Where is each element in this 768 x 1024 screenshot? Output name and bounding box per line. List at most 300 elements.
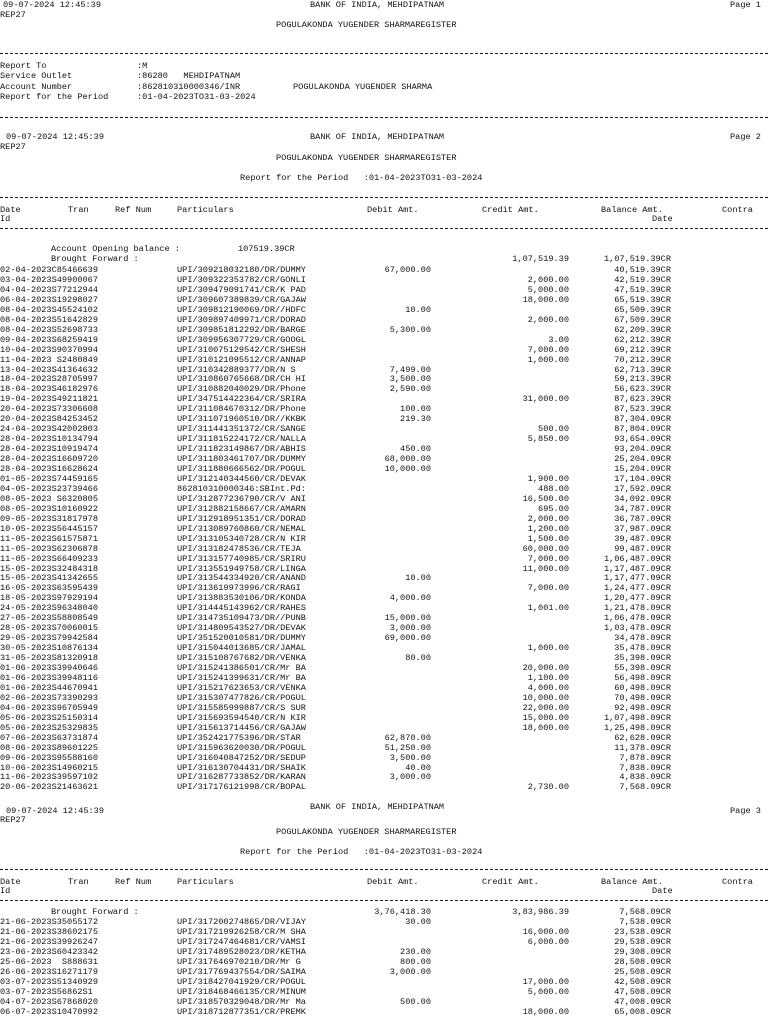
- cell-particulars: UPI/351520010581/DR/DUMMY: [177, 633, 306, 644]
- table-row: [0, 633, 768, 643]
- cell-debit: 69,000.00: [384, 633, 431, 644]
- cell-debit: 2,590.00: [389, 384, 431, 395]
- cell-date: 08-04-2023S51642829: [0, 314, 98, 325]
- bank-name: BANK OF INDIA, MEHDIPATNAM: [310, 802, 445, 812]
- cell-particulars: UPI/309851812292/DR/BARGE: [177, 324, 306, 335]
- header-value-date: Date: [652, 886, 673, 896]
- cell-balance: 29,308.09CR: [614, 947, 671, 958]
- cell-balance: 1,24,477.09CR: [603, 583, 671, 594]
- cell-debit: 40.00: [405, 762, 431, 773]
- cell-balance: 92,498.09CR: [614, 702, 671, 713]
- header-date: Date: [0, 877, 21, 887]
- cell-balance: 87,304.09CR: [614, 414, 671, 425]
- cell-balance: 29,538.09CR: [614, 937, 671, 948]
- table-row: [0, 285, 768, 295]
- cell-balance: 1,03,478.09CR: [603, 623, 671, 634]
- cell-debit: 10.00: [405, 304, 431, 315]
- cell-date: 04-04-2023S77212944: [0, 284, 98, 295]
- cell-date: 01-05-2023S74459165: [0, 473, 98, 484]
- table-row: [0, 494, 768, 504]
- cell-particulars: UPI/313105340728/CR/N KIR: [177, 533, 306, 544]
- header-value-date: Date: [652, 214, 673, 224]
- cell-balance: 23,538.09CR: [614, 927, 671, 938]
- cell-date: 28-04-2023S16628624: [0, 464, 98, 474]
- header-tran: Tran: [68, 877, 89, 887]
- header-balance: Balance Amt.: [601, 877, 663, 887]
- cell-date: 01-06-2023S39940646: [0, 663, 98, 673]
- page-number: Page 3: [730, 806, 761, 816]
- brought-forward-credit: 1,07,519.39: [512, 254, 569, 264]
- cell-balance: 17,104.09CR: [614, 473, 671, 484]
- cell-credit: 7,000.00: [527, 583, 569, 594]
- table-row: [0, 504, 768, 514]
- cell-balance: 34,092.09CR: [614, 493, 671, 504]
- cell-particulars: UPI/317176121998/CR/BOPAL: [177, 782, 306, 793]
- table-row: [0, 305, 768, 315]
- brought-forward-balance: 7,568.09CR: [619, 907, 671, 917]
- cell-date: 21-06-2023S35055172: [0, 917, 98, 927]
- cell-debit: 3,000.00: [389, 623, 431, 634]
- cell-balance: 87,623.39CR: [614, 394, 671, 405]
- cell-particulars: UPI/310342889377/DR/N S: [177, 364, 296, 375]
- table-row: [0, 355, 768, 365]
- cell-balance: 93,654.09CR: [614, 434, 671, 445]
- header-particulars: Particulars: [177, 205, 234, 215]
- cell-particulars: UPI/317646970210/DR/Mr G: [177, 957, 301, 968]
- report-title: POGULAKONDA YUGENDER SHARMAREGISTER: [276, 20, 457, 30]
- table-row: [0, 265, 768, 275]
- cell-particulars: UPI/352421775396/DR/STAR: [177, 732, 301, 743]
- cell-balance: 25,508.09CR: [614, 967, 671, 978]
- report-timestamp: 09-07-2024 12:45:39: [3, 0, 101, 10]
- table-row: [0, 394, 768, 404]
- table-row: [0, 743, 768, 753]
- cell-credit: 2,000.00: [527, 513, 569, 524]
- cell-date: 15-05-2023S32484318: [0, 563, 98, 574]
- cell-particulars: UPI/315963620030/DR/POGUL: [177, 742, 306, 753]
- cell-date: 05-06-2023S25150314: [0, 712, 98, 723]
- cell-balance: 69,212.39CR: [614, 344, 671, 355]
- table-row: [0, 917, 768, 927]
- table-row: [0, 564, 768, 574]
- cell-particulars: UPI/309322353782/CR/GONLI: [177, 274, 306, 285]
- cell-balance: 17,592.09CR: [614, 483, 671, 494]
- cell-balance: 35,478.09CR: [614, 643, 671, 654]
- report-code: REP27: [0, 815, 26, 825]
- cell-particulars: UPI/314809543527/DR/DEVAK: [177, 623, 306, 634]
- cell-balance: 11,378.09CR: [614, 742, 671, 753]
- table-row: [0, 782, 768, 792]
- cell-particulars: UPI/312882158667/CR/AMARN: [177, 503, 306, 514]
- table-row: [0, 554, 768, 564]
- table-row: [0, 275, 768, 285]
- table-row: [0, 693, 768, 703]
- cell-particulars: UPI/315241386501/CR/Mr BA: [177, 663, 306, 673]
- cell-particulars: UPI/316040847252/DR/SEDUP: [177, 752, 306, 763]
- cell-date: 10-06-2023S14960215: [0, 762, 98, 773]
- divider: [0, 900, 768, 901]
- cell-date: 19-04-2023S49211821: [0, 394, 98, 405]
- cell-credit: 1,100.00: [527, 672, 569, 683]
- table-row: [0, 474, 768, 484]
- cell-particulars: UPI/317489528023/DR/KETHA: [177, 947, 306, 958]
- cell-particulars: UPI/312918951351/CR/DORAD: [177, 513, 306, 524]
- table-row: [0, 424, 768, 434]
- cell-date: 11-05-2023S61575871: [0, 533, 98, 544]
- opening-balance-label: Account Opening balance :: [51, 244, 180, 254]
- cell-debit: 67,000.00: [384, 265, 431, 275]
- cell-particulars: UPI/315613714456/CR/GAJAW: [177, 722, 306, 733]
- cell-credit: 17,000.00: [522, 977, 569, 988]
- cell-particulars: UPI/311823149867/DR/ABHIS: [177, 444, 306, 455]
- brought-forward-balance: 1,07,519.39CR: [603, 254, 671, 264]
- cell-credit: 1,000.00: [527, 643, 569, 654]
- cell-particulars: UPI/313157740985/CR/SRIRU: [177, 553, 306, 564]
- cell-credit: 7,000.00: [527, 553, 569, 564]
- cell-debit: 30.00: [405, 917, 431, 927]
- table-row: [0, 733, 768, 743]
- cell-credit: 5,000.00: [527, 284, 569, 295]
- table-row: [0, 345, 768, 355]
- header-debit: Debit Amt.: [367, 205, 419, 215]
- cell-date: 09-04-2023S68259419: [0, 334, 98, 345]
- table-row: [0, 514, 768, 524]
- cell-balance: 93,204.09CR: [614, 444, 671, 455]
- cell-balance: 1,07,498.09CR: [603, 712, 671, 723]
- cell-debit: 62,870.00: [384, 732, 431, 743]
- table-row: [0, 335, 768, 345]
- cell-date: 06-07-2023S10470992: [0, 1007, 98, 1018]
- cell-balance: 1,25,498.09CR: [603, 722, 671, 733]
- table-row: [0, 384, 768, 394]
- cell-debit: 450.00: [400, 444, 431, 455]
- cell-particulars: UPI/318427041929/CR/POGUL: [177, 977, 306, 988]
- table-row: [0, 524, 768, 534]
- table-row: [0, 374, 768, 384]
- cell-particulars: UPI/311071960510/DR//KKBK: [177, 414, 306, 425]
- cell-date: 21-06-2023S39926247: [0, 937, 98, 948]
- cell-credit: 7,000.00: [527, 344, 569, 355]
- cell-date: 31-05-2023S81320918: [0, 653, 98, 664]
- cell-debit: 3,000.00: [389, 967, 431, 978]
- cell-particulars: UPI/313544334920/CR/ANAND: [177, 573, 306, 584]
- table-row: [0, 643, 768, 653]
- table-row: [0, 444, 768, 454]
- cell-particulars: UPI/310075129542/CR/SHESH: [177, 344, 306, 355]
- brought-forward-label: Brought Forward :: [51, 254, 139, 264]
- cell-credit: 18,000.00: [522, 1007, 569, 1018]
- cell-balance: 1,20,477.09CR: [603, 593, 671, 604]
- cell-particulars: UPI/314445143962/CR/RAHES: [177, 603, 306, 614]
- cell-balance: 34,787.09CR: [614, 503, 671, 514]
- divider: [0, 869, 768, 870]
- cell-debit: 10.00: [405, 573, 431, 584]
- header-credit: Credit Amt.: [482, 877, 539, 887]
- table-row: [0, 703, 768, 713]
- table-row: [0, 544, 768, 554]
- cell-date: 20-04-2023S73306608: [0, 404, 98, 415]
- table-row: [0, 315, 768, 325]
- cell-particulars: UPI/315217623653/CR/VENKA: [177, 682, 306, 693]
- cell-credit: 31,000.00: [522, 394, 569, 405]
- opening-balance-value: 107519.39CR: [238, 244, 295, 254]
- table-row: [0, 434, 768, 444]
- cell-date: 11-05-2023S62306878: [0, 543, 98, 554]
- cell-balance: 55,398.09CR: [614, 663, 671, 673]
- cell-balance: 36,787.09CR: [614, 513, 671, 524]
- cell-particulars: UPI/312140344560/CR/DEVAK: [177, 473, 306, 484]
- cell-date: 18-05-2023S97929194: [0, 593, 98, 604]
- cell-balance: 40,519.39CR: [614, 265, 671, 275]
- cell-debit: 3,000.00: [389, 772, 431, 783]
- cell-date: 08-05-2023 S6320805: [0, 493, 98, 504]
- cell-date: 02-06-2023S73390293: [0, 692, 98, 703]
- cell-debit: 100.00: [400, 404, 431, 415]
- service-outlet-value: :86280 MEHDIPATNAM: [137, 71, 241, 81]
- report-code: REP27: [0, 142, 26, 152]
- header-balance: Balance Amt.: [601, 205, 663, 215]
- cell-debit: 10,000.00: [384, 464, 431, 474]
- table-row: [0, 683, 768, 693]
- cell-debit: 7,499.00: [389, 364, 431, 375]
- cell-credit: 18,000.00: [522, 294, 569, 305]
- cell-balance: 62,628.09CR: [614, 732, 671, 743]
- report-title: POGULAKONDA YUGENDER SHARMAREGISTER: [276, 153, 457, 163]
- table-row: [0, 573, 768, 583]
- cell-date: 08-04-2023S52698733: [0, 324, 98, 335]
- table-row: [0, 464, 768, 474]
- cell-particulars: UPI/347514422364/CR/SRIRA: [177, 394, 306, 405]
- cell-date: 04-05-2023S23739466: [0, 483, 98, 494]
- cell-particulars: UPI/309812190069/DR//HDFC: [177, 304, 306, 315]
- cell-date: 21-06-2023S38602175: [0, 927, 98, 938]
- account-holder-name: POGULAKONDA YUGENDER SHARMA: [293, 82, 433, 92]
- cell-particulars: UPI/313551949758/CR/LINGA: [177, 563, 306, 574]
- table-row: [0, 454, 768, 464]
- cell-particulars: UPI/309479091741/CR/K PAD: [177, 284, 306, 295]
- cell-date: 03-04-2023S49900067: [0, 274, 98, 285]
- cell-particulars: UPI/310121095512/CR/ANNAP: [177, 354, 306, 365]
- cell-credit: 22,000.00: [522, 702, 569, 713]
- period-value: :01-04-2023TO31-03-2024: [137, 92, 256, 102]
- cell-balance: 47,519.39CR: [614, 284, 671, 295]
- service-outlet-label: Service Outlet: [0, 71, 73, 81]
- cell-debit: 4,000.00: [389, 593, 431, 604]
- cell-balance: 15,204.09CR: [614, 464, 671, 474]
- cell-particulars: UPI/311441351372/CR/SANGE: [177, 424, 306, 435]
- report-code: REP27: [0, 10, 26, 20]
- cell-balance: 62,212.39CR: [614, 334, 671, 345]
- cell-debit: 800.00: [400, 957, 431, 968]
- cell-balance: 65,509.39CR: [614, 304, 671, 315]
- table-row: [0, 414, 768, 424]
- table-row: [0, 534, 768, 544]
- cell-credit: 1,200.00: [527, 523, 569, 534]
- report-to-label: Report To: [0, 61, 47, 71]
- cell-balance: 7,538.09CR: [619, 917, 671, 927]
- table-row: [0, 987, 768, 997]
- header-contra: Contra: [722, 877, 753, 887]
- page-number: Page 1: [730, 0, 761, 10]
- cell-date: 01-06-2023S39948116: [0, 672, 98, 683]
- cell-debit: 51,250.00: [384, 742, 431, 753]
- cell-date: 06-04-2023S19298027: [0, 294, 98, 305]
- cell-balance: 1,17,477.09CR: [603, 573, 671, 584]
- cell-balance: 99,487.09CR: [614, 543, 671, 554]
- cell-balance: 70,212.39CR: [614, 354, 671, 365]
- cell-balance: 7,838.09CR: [619, 762, 671, 773]
- cell-credit: 11,000.00: [522, 563, 569, 574]
- table-row: [0, 1007, 768, 1017]
- brought-forward-debit: 3,76,418.30: [374, 907, 431, 917]
- table-row: [0, 603, 768, 613]
- cell-debit: 80.00: [405, 653, 431, 664]
- cell-balance: 37,987.09CR: [614, 523, 671, 534]
- cell-credit: 3.00: [548, 334, 569, 345]
- cell-particulars: UPI/313182478536/CR/TEJA: [177, 543, 301, 554]
- cell-debit: 5,300.00: [389, 324, 431, 335]
- cell-date: 30-05-2023S10876134: [0, 643, 98, 654]
- cell-credit: 488.00: [538, 483, 569, 494]
- cell-date: 10-05-2023S56445157: [0, 523, 98, 534]
- table-row: [0, 977, 768, 987]
- cell-date: 20-04-2023S84253452: [0, 414, 98, 425]
- cell-balance: 7,568.09CR: [619, 782, 671, 793]
- cell-date: 09-06-2023S95588160: [0, 752, 98, 763]
- table-row: [0, 623, 768, 633]
- table-row: [0, 404, 768, 414]
- cell-date: 25-06-2023 S888631: [0, 957, 98, 968]
- cell-date: 20-06-2023S21463621: [0, 782, 98, 793]
- header-contra: Contra: [722, 205, 753, 215]
- cell-particulars: UPI/317219926258/CR/M SHA: [177, 927, 306, 938]
- cell-credit: 1,500.00: [527, 533, 569, 544]
- cell-balance: 62,713.39CR: [614, 364, 671, 375]
- table-row: [0, 763, 768, 773]
- table-row: [0, 613, 768, 623]
- cell-date: 28-04-2023S10919474: [0, 444, 98, 455]
- cell-date: 26-06-2023S16271179: [0, 967, 98, 978]
- cell-balance: 28,508.09CR: [614, 957, 671, 968]
- cell-balance: 56,498.09CR: [614, 672, 671, 683]
- header-id: Id: [0, 214, 11, 224]
- cell-particulars: UPI/311803461707/DR/DUMMY: [177, 454, 306, 465]
- table-row: [0, 997, 768, 1007]
- cell-balance: 87,523.39CR: [614, 404, 671, 415]
- cell-date: 08-04-2023S45524102: [0, 304, 98, 315]
- cell-credit: 10,000.00: [522, 692, 569, 703]
- cell-date: 04-06-2023S96705949: [0, 702, 98, 713]
- cell-balance: 34,478.09CR: [614, 633, 671, 644]
- cell-particulars: UPI/315108767682/DR/VENKA: [177, 653, 306, 664]
- report-period: Report for the Period :01-04-2023TO31-03-2024: [240, 173, 483, 183]
- cell-particulars: UPI/313619973996/CR/RAGI: [177, 583, 301, 594]
- cell-particulars: UPI/311084670312/DR/Phone: [177, 404, 306, 415]
- cell-credit: 1,900.00: [527, 473, 569, 484]
- cell-balance: 25,204.09CR: [614, 454, 671, 465]
- cell-particulars: UPI/317247464681/CR/VAMSI: [177, 937, 306, 948]
- cell-credit: 1,001.00: [527, 603, 569, 614]
- cell-balance: 62,209.39CR: [614, 324, 671, 335]
- divider: [0, 53, 768, 54]
- cell-particulars: UPI/310860765668/DR/CH HI: [177, 374, 306, 385]
- cell-balance: 47,008.09CR: [614, 997, 671, 1008]
- table-row: [0, 653, 768, 663]
- cell-balance: 7,878.09CR: [619, 752, 671, 763]
- cell-particulars: UPI/318468466135/CR/MINUM: [177, 987, 306, 998]
- cell-balance: 56,623.39CR: [614, 384, 671, 395]
- header-tran: Tran: [68, 205, 89, 215]
- header-id: Id: [0, 886, 11, 896]
- cell-debit: 3,500.00: [389, 752, 431, 763]
- cell-credit: 4,000.00: [527, 682, 569, 693]
- table-row: [0, 967, 768, 977]
- table-row: [0, 713, 768, 723]
- cell-date: 03-07-2023S56862S1: [0, 987, 93, 998]
- table-row: [0, 593, 768, 603]
- cell-date: 04-07-2023S67868020: [0, 997, 98, 1008]
- divider: [0, 117, 768, 118]
- cell-particulars: UPI/315044013685/CR/JAMAL: [177, 643, 306, 654]
- cell-particulars: UPI/314735109473/DR//PUNB: [177, 613, 306, 624]
- cell-date: 11-05-2023S66409233: [0, 553, 98, 564]
- cell-balance: 67,509.39CR: [614, 314, 671, 325]
- cell-particulars: UPI/311815224172/CR/NALLA: [177, 434, 306, 445]
- cell-date: 28-04-2023S10134794: [0, 434, 98, 445]
- cell-date: 28-05-2023S70060015: [0, 623, 98, 634]
- cell-credit: 2,000.00: [527, 314, 569, 325]
- cell-balance: 87,804.09CR: [614, 424, 671, 435]
- account-number-label: Account Number: [0, 82, 73, 92]
- header-credit: Credit Amt.: [482, 205, 539, 215]
- table-row: [0, 947, 768, 957]
- cell-credit: 5,850.00: [527, 434, 569, 445]
- bank-name: BANK OF INDIA, MEHDIPATNAM: [310, 0, 445, 10]
- cell-balance: 42,519.39CR: [614, 274, 671, 285]
- cell-date: 02-04-2023C85466639: [0, 265, 98, 275]
- cell-credit: 20,000.00: [522, 663, 569, 673]
- cell-date: 09-05-2023S31817978: [0, 513, 98, 524]
- cell-particulars: UPI/311880666562/DR/POGUL: [177, 464, 306, 474]
- divider: [0, 197, 768, 198]
- cell-particulars: UPI/315693594540/CR/N KIR: [177, 712, 306, 723]
- cell-particulars: UPI/316287733852/DR/KARAN: [177, 772, 306, 783]
- cell-balance: 42,508.09CR: [614, 977, 671, 988]
- cell-particulars: UPI/318570329048/DR/Mr Ma: [177, 997, 306, 1008]
- cell-date: 23-06-2023S60423342: [0, 947, 98, 958]
- cell-credit: 2,730.00: [527, 782, 569, 793]
- cell-balance: 1,17,487.09CR: [603, 563, 671, 574]
- cell-particulars: UPI/309218032180/DR/DUMMY: [177, 265, 306, 275]
- cell-particulars: UPI/317769437554/DR/SAIMA: [177, 967, 306, 978]
- cell-particulars: UPI/315241399631/CR/Mr BA: [177, 672, 306, 683]
- cell-particulars: UPI/318712877351/CR/PREMK: [177, 1007, 306, 1018]
- cell-particulars: UPI/317200274865/DR/VIJAY: [177, 917, 306, 927]
- cell-credit: 6,000.00: [527, 937, 569, 948]
- cell-date: 16-05-2023S63595439: [0, 583, 98, 594]
- cell-balance: 59,213.39CR: [614, 374, 671, 385]
- table-row: [0, 583, 768, 593]
- table-row: [0, 484, 768, 494]
- report-to-value: :M: [137, 61, 148, 71]
- report-title: POGULAKONDA YUGENDER SHARMAREGISTER: [276, 827, 457, 837]
- report-period: Report for the Period :01-04-2023TO31-03-2024: [240, 847, 483, 857]
- cell-balance: 1,21,478.09CR: [603, 603, 671, 614]
- cell-date: 24-04-2023S42002803: [0, 424, 98, 435]
- cell-particulars: UPI/309956307729/CR/GOOGL: [177, 334, 306, 345]
- table-row: [0, 927, 768, 937]
- table-row: [0, 957, 768, 967]
